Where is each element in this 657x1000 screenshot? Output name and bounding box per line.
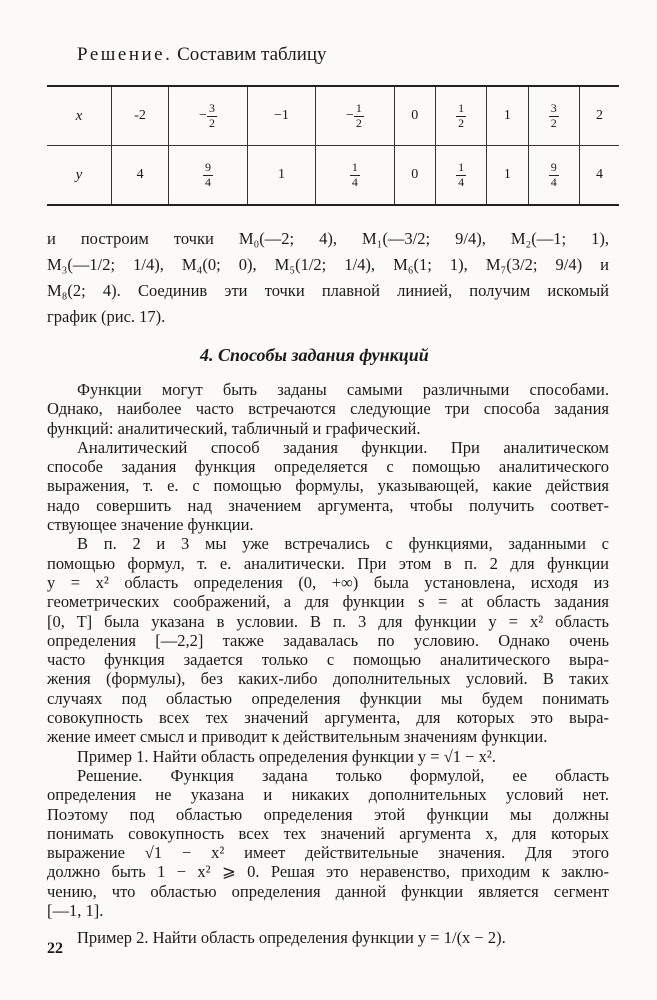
page-number: 22 (47, 940, 63, 957)
row-label-y: y (47, 146, 112, 206)
row-label-x: x (47, 86, 112, 146)
solution-word: Решение. (77, 44, 173, 65)
text-line: M₈(2; 4). Соединив эти точки плавной линией, получим искомый (47, 281, 609, 300)
text-line: Решение. Функция задана только формулой, ее область (77, 765, 609, 785)
text-line: выражения, т. е. с помощью формулы, указывающей, какие действия (47, 476, 609, 496)
table-cell: $\frac{3}{2}$ (528, 86, 579, 146)
text-line: выражение √1 − x² имеет действительные значения. Для этого (47, 843, 609, 863)
table-cell: 1 (247, 146, 315, 206)
table-cell: − $\frac{3}{2}$ (169, 86, 248, 146)
table-cell: $\frac{1}{4}$ (316, 146, 395, 206)
table-row-x (47, 86, 619, 146)
table-cell: 4 (579, 146, 619, 206)
text-line: чению, что областью определения данной функции является сегмент (47, 881, 609, 901)
text-line: и построим точки M₀(—2; 4), M₁(—3/2; 9/4), M₂(—1; 1), (47, 229, 609, 248)
text-line: определения не указана и никаких дополнительных условий нет. (47, 785, 609, 805)
text-line: [—1, 1]. (47, 901, 104, 921)
table-cell: 1 (487, 86, 528, 146)
text-line: надо совершить над значением аргумента, чтобы получить соответ- (47, 495, 609, 515)
text-line: y = x² область определения (0, +∞) была установлена, исходя из (47, 572, 609, 592)
text-line: должно быть 1 − x² ⩾ 0. Решая это неравенство, приходим к заклю- (47, 862, 609, 882)
body-text (47, 380, 609, 948)
text-line: часто функция задается только с помощью аналитического выра- (47, 650, 609, 670)
solution-text: Составим таблицу (177, 44, 327, 65)
section-heading: 4. Способы задания функций (200, 345, 429, 365)
text-line: M₃(—1/2; 1/4), M₄(0; 0), M₅(1/2; 1/4), M₆(1; 1), M₇(3/2; 9/4) и (47, 255, 609, 274)
text-line: помощью формул, т. е. аналитически. При этом в п. 2 для функции (47, 553, 609, 573)
text-line: В п. 2 и 3 мы уже встречались с функциями, заданными с (77, 534, 609, 554)
table-row-y (47, 146, 619, 206)
text-line: жения (формулы), без каких-либо дополнительных условий. В таких (47, 669, 609, 689)
values-table (47, 85, 619, 206)
table-cell: 2 (579, 86, 619, 146)
text-line: функций: аналитический, табличный и графический. (47, 418, 421, 438)
points-paragraph (47, 226, 609, 330)
table-cell: $\frac{9}{4}$ (528, 146, 579, 206)
text-line: Аналитический способ задания функции. При аналитическом (77, 437, 609, 457)
text-line: геометрических соображений, а для функции s = at область задания (47, 592, 609, 612)
table-cell: 4 (112, 146, 169, 206)
table-cell: -2 (112, 86, 169, 146)
text-line: случаях под областью определения функции мы будем понимать (47, 688, 609, 708)
example-1-line: Пример 1. Найти область определения функции y = √1 − x². (77, 746, 496, 766)
text-line: [0, T] была указана в условии. В п. 3 для функции y = x² область (47, 611, 609, 631)
text-line: жение имеет смысл и приводит к действительным значениям функции. (47, 727, 548, 747)
table-cell: 0 (394, 86, 435, 146)
table-cell: −1 (247, 86, 315, 146)
text-line: ствующее значение функции. (47, 515, 254, 535)
text-line: Поэтому под областью определения этой функции мы должны (47, 804, 609, 824)
text-line: способе задания функция определяется с помощью аналитического (47, 457, 609, 477)
text-line: график (рис. 17). (47, 307, 166, 326)
text-line: понимать совокупность всех тех значений аргумента x, для которых (47, 823, 609, 843)
table-cell: 0 (394, 146, 435, 206)
text-line: совокупность всех тех значений аргумента, для которых это выра- (47, 708, 609, 728)
table-cell: $\frac{1}{2}$ (435, 86, 486, 146)
example-2-line: Пример 2. Найти область определения функции y = 1/(x − 2). (77, 928, 506, 948)
solution-intro (77, 44, 327, 66)
table-cell: $\frac{9}{4}$ (169, 146, 248, 206)
text-line: Однако, наиболее часто встречаются следующие три способа задания (47, 399, 609, 419)
text-line: определения [—2,2] также задавалась по условию. Однако очень (47, 630, 609, 650)
table-cell: − $\frac{1}{2}$ (316, 86, 395, 146)
text-line: Функции могут быть заданы самыми различными способами. (77, 380, 609, 399)
table-cell: $\frac{1}{4}$ (435, 146, 486, 206)
table-cell: 1 (487, 146, 528, 206)
